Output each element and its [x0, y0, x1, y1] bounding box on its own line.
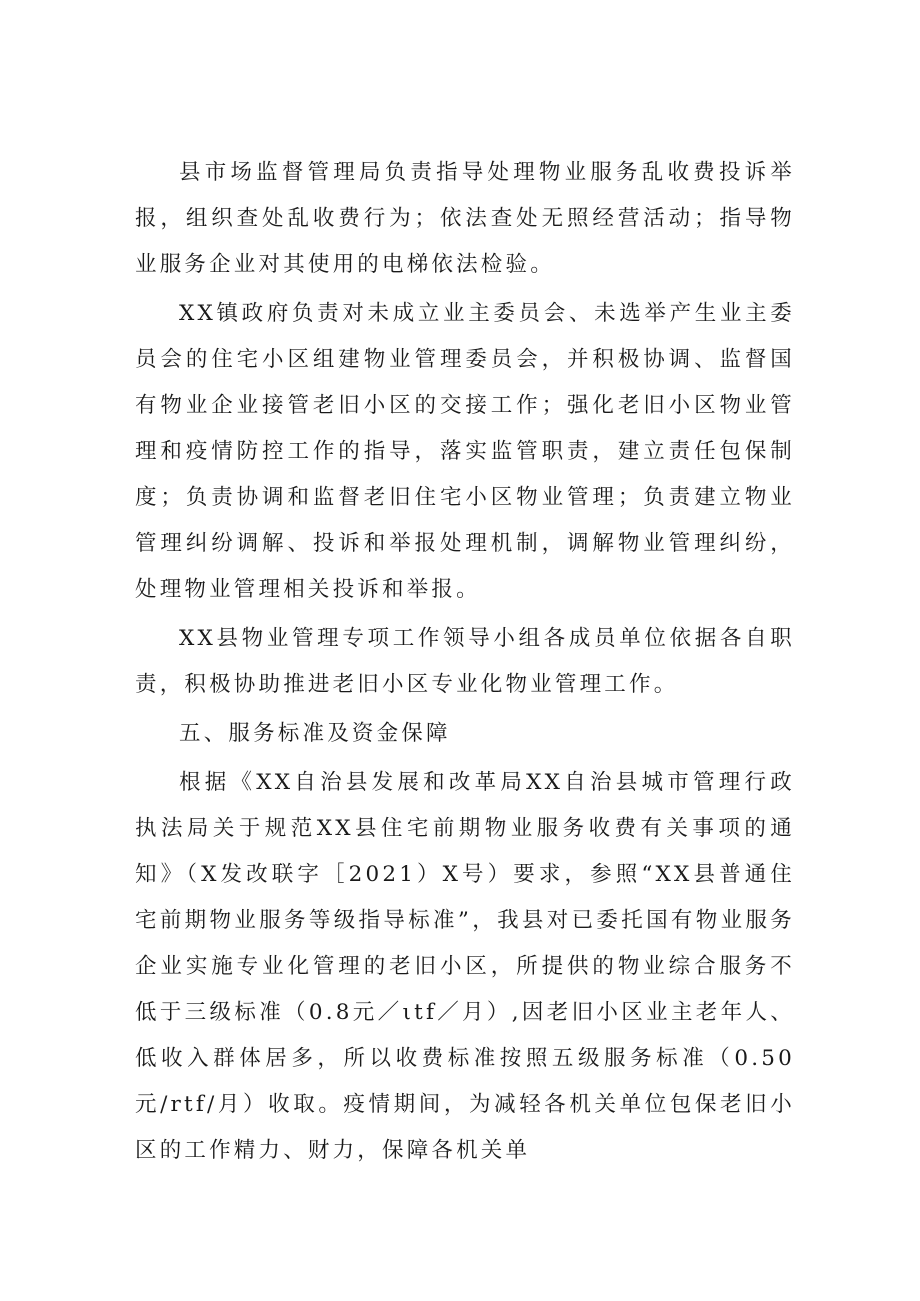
- paragraph-market-supervision: 县市场监督管理局负责指导处理物业服务乱收费投诉举报，组织查处乱收费行为；依法查处无照经营活动；指导物业服务企业对其使用的电梯依法检验。: [135, 160, 795, 277]
- section-heading-service-standards: 五、服务标准及资金保障: [179, 721, 451, 746]
- paragraph-town-government: XX镇政府负责对未成立业主委员会、未选举产生业主委员会的住宅小区组建物业管理委员会，并积极协调、监督国有物业企业接管老旧小区的交接工作；强化老旧小区物业管理和疫情防控工作的指导，落实监管职责，建立责任包保制度；负责协调和监督老旧住宅小区物业管理；负责建立物业管理纠纷调解、投诉和举报处理机制，调解物业管理纠纷，处理物业管理相关投诉和举报。: [135, 301, 795, 602]
- document-page: [135, 150, 795, 1177]
- paragraph-fee-standards: 根据《XX自治县发展和改革局XX自治县城市管理行政执法局关于规范XX县住宅前期物业服务收费有关事项的通知》（X发改联字［2021）X号）要求，参照“XX县普通住宅前期物业服务等级指导标准”，我县对已委托国有物业服务企业实施专业化管理的老旧小区，所提供的物业综合服务不低于三级标准（0.8元／ιtf／月）,因老旧小区业主老年人、低收入群体居多，所以收费标准按照五级服务标准（0.50元/rtf/月）收取。疫情期间，为减轻各机关单位包保老旧小区的工作精力、财力，保障各机关单: [135, 770, 795, 1163]
- paragraph-leading-group: XX县物业管理专项工作领导小组各成员单位依据各自职责，积极协助推进老旧小区专业化物业管理工作。: [135, 626, 795, 697]
